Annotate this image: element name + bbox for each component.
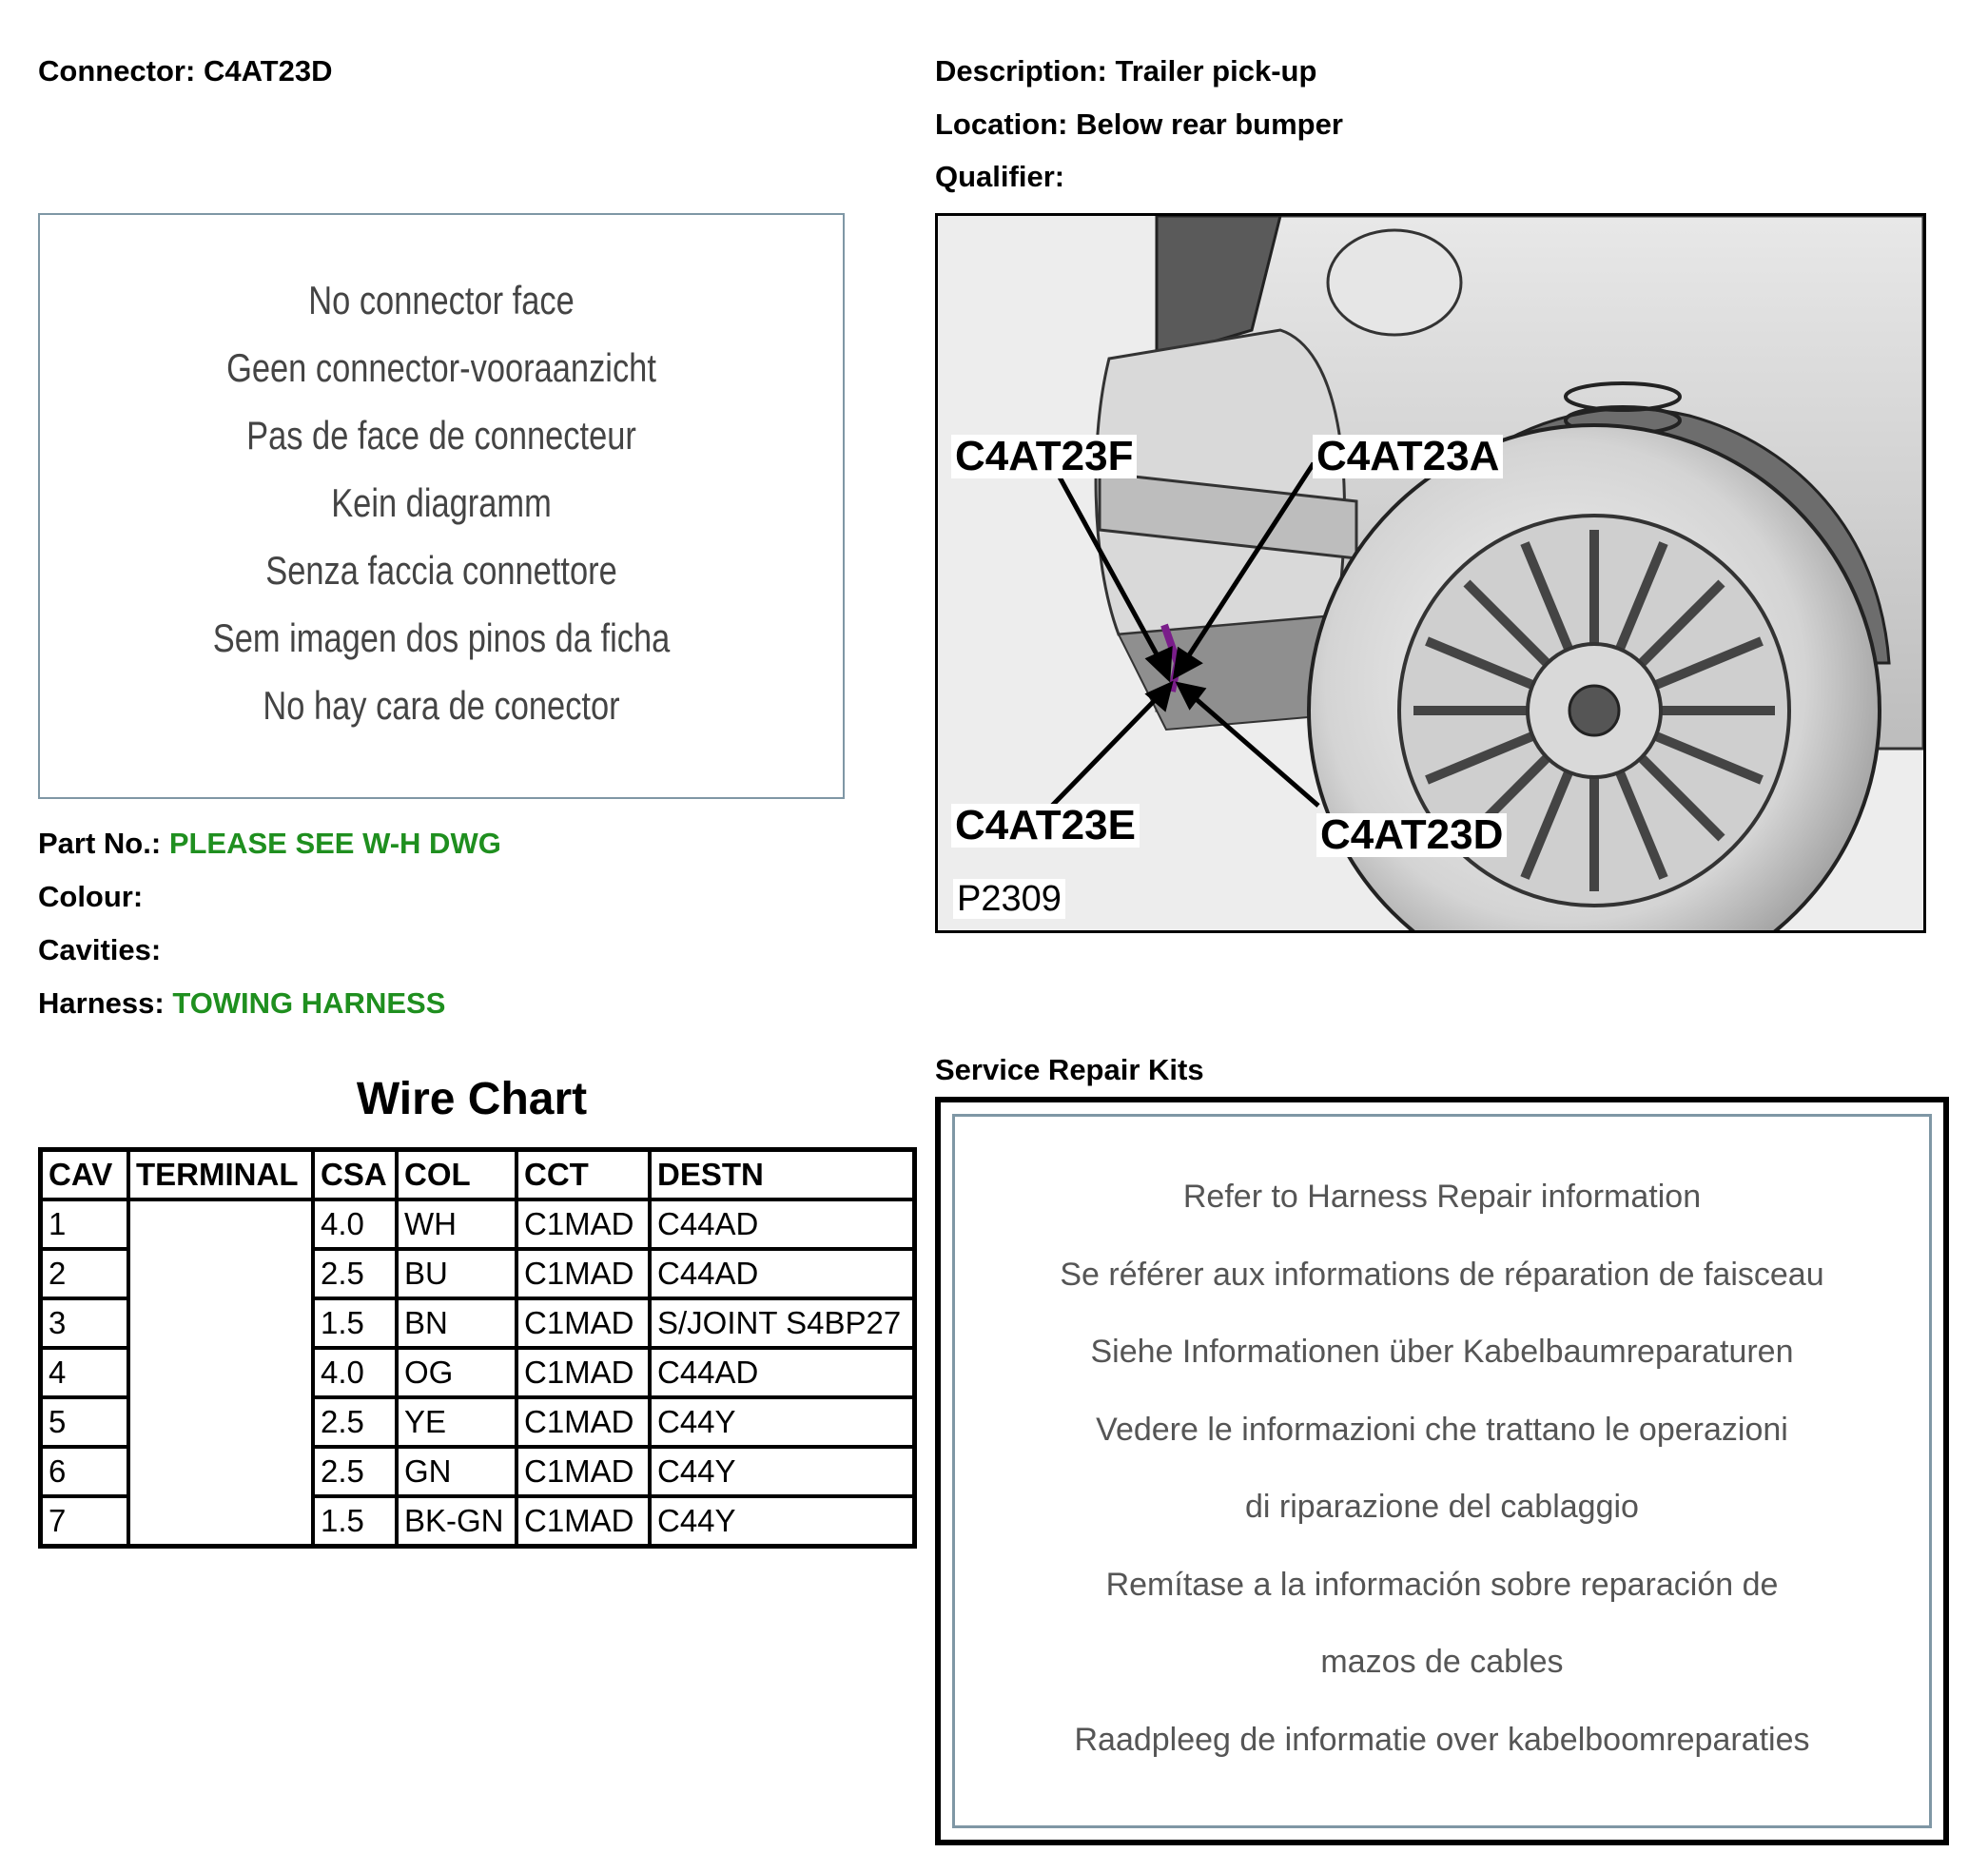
part-no-value: PLEASE SEE W-H DWG	[168, 827, 501, 860]
destn-cell: C44AD	[650, 1249, 915, 1298]
wire-chart-header-row	[41, 1150, 915, 1200]
csa-cell: 4.0	[313, 1199, 397, 1249]
terminal-cell	[128, 1199, 313, 1547]
repair-info-line: mazos de cables	[1320, 1644, 1564, 1680]
repair-info-line: Raadpleeg de informatie over kabelboomreparaties	[1074, 1721, 1810, 1758]
colour-label: Colour:	[38, 880, 144, 913]
col-header-col: COL	[397, 1150, 516, 1200]
cct-cell: C1MAD	[516, 1199, 650, 1249]
cav-cell: 1	[41, 1199, 129, 1249]
cct-cell: C1MAD	[516, 1397, 650, 1447]
callout-c4at23f: C4AT23F	[951, 435, 1137, 478]
location-label: Location:	[935, 107, 1068, 141]
cct-cell: C1MAD	[516, 1348, 650, 1397]
col-cell: OG	[397, 1348, 516, 1397]
cct-cell: C1MAD	[516, 1298, 650, 1348]
destn-cell: C44Y	[650, 1496, 915, 1547]
cav-cell: 6	[41, 1447, 129, 1496]
wire-chart-title: Wire Chart	[356, 1074, 588, 1124]
description-line	[935, 52, 1316, 90]
location-value: Below rear bumper	[1076, 107, 1343, 141]
cav-cell: 5	[41, 1397, 129, 1447]
colour-line	[38, 878, 143, 916]
destn-cell: C44AD	[650, 1348, 915, 1397]
no-connector-face-panel	[38, 213, 845, 799]
cav-cell: 3	[41, 1298, 129, 1348]
repair-info-line: Remítase a la información sobre reparación de	[1105, 1566, 1779, 1603]
repair-info-line: Refer to Harness Repair information	[1182, 1179, 1702, 1215]
harness-line	[38, 985, 445, 1023]
harness-value: TOWING HARNESS	[172, 986, 446, 1020]
repair-info-line: Vedere le informazioni che trattano le operazioni	[1096, 1411, 1788, 1448]
part-no-label: Part No.:	[38, 827, 162, 860]
col-cell: BU	[397, 1249, 516, 1298]
csa-cell: 2.5	[313, 1249, 397, 1298]
connector-line	[38, 52, 332, 90]
connector-location-image	[935, 213, 1926, 933]
cct-cell: C1MAD	[516, 1447, 650, 1496]
cct-cell: C1MAD	[516, 1496, 650, 1547]
no-face-line: Kein diagramm	[331, 480, 552, 525]
col-header-terminal: TERMINAL	[128, 1150, 313, 1200]
cav-cell: 7	[41, 1496, 129, 1547]
col-header-cav: CAV	[41, 1150, 129, 1200]
no-face-line: Senza faccia connettore	[265, 548, 617, 593]
destn-cell: C44Y	[650, 1447, 915, 1496]
col-header-cct: CCT	[516, 1150, 650, 1200]
service-repair-kits-title: Service Repair Kits	[935, 1053, 1204, 1086]
destn-cell: S/JOINT S4BP27	[650, 1298, 915, 1348]
no-face-line: No connector face	[308, 278, 575, 322]
image-reference: P2309	[953, 879, 1065, 919]
cavities-label: Cavities:	[38, 933, 162, 966]
qualifier-label: Qualifier:	[935, 160, 1065, 193]
table-row	[41, 1199, 915, 1249]
repair-info-line: Siehe Informationen über Kabelbaumreparaturen	[1090, 1334, 1794, 1370]
destn-cell: C44Y	[650, 1397, 915, 1447]
description-value: Trailer pick-up	[1115, 54, 1317, 88]
col-cell: BK-GN	[397, 1496, 516, 1547]
service-repair-kits-panel	[935, 1097, 1949, 1845]
col-header-destn: DESTN	[650, 1150, 915, 1200]
connector-label: Connector:	[38, 54, 196, 88]
csa-cell: 2.5	[313, 1447, 397, 1496]
col-cell: GN	[397, 1447, 516, 1496]
no-face-line: No hay cara de conector	[263, 683, 620, 728]
destn-cell: C44AD	[650, 1199, 915, 1249]
connector-value: C4AT23D	[203, 54, 333, 88]
callout-c4at23d: C4AT23D	[1316, 813, 1507, 857]
harness-label: Harness:	[38, 986, 165, 1020]
csa-cell: 4.0	[313, 1348, 397, 1397]
csa-cell: 1.5	[313, 1496, 397, 1547]
location-line	[935, 106, 1343, 144]
csa-cell: 1.5	[313, 1298, 397, 1348]
callout-c4at23a: C4AT23A	[1313, 435, 1503, 478]
cav-cell: 2	[41, 1249, 129, 1298]
col-header-csa: CSA	[313, 1150, 397, 1200]
repair-info-line: Se référer aux informations de réparation de faisceau	[1060, 1256, 1824, 1293]
qualifier-line	[935, 158, 1064, 196]
no-face-line: Pas de face de connecteur	[246, 413, 636, 458]
cct-cell: C1MAD	[516, 1249, 650, 1298]
no-face-line: Geen connector-vooraanzicht	[226, 345, 656, 390]
callout-c4at23e: C4AT23E	[951, 804, 1140, 848]
col-cell: WH	[397, 1199, 516, 1249]
repair-info-line: di riparazione del cablaggio	[1245, 1489, 1639, 1525]
cav-cell: 4	[41, 1348, 129, 1397]
description-label: Description:	[935, 54, 1107, 88]
col-cell: YE	[397, 1397, 516, 1447]
cavities-line	[38, 931, 161, 969]
csa-cell: 2.5	[313, 1397, 397, 1447]
wire-chart-table	[38, 1147, 917, 1549]
no-face-line: Sem imagen dos pinos da ficha	[212, 615, 671, 660]
col-cell: BN	[397, 1298, 516, 1348]
part-no-line	[38, 825, 501, 863]
